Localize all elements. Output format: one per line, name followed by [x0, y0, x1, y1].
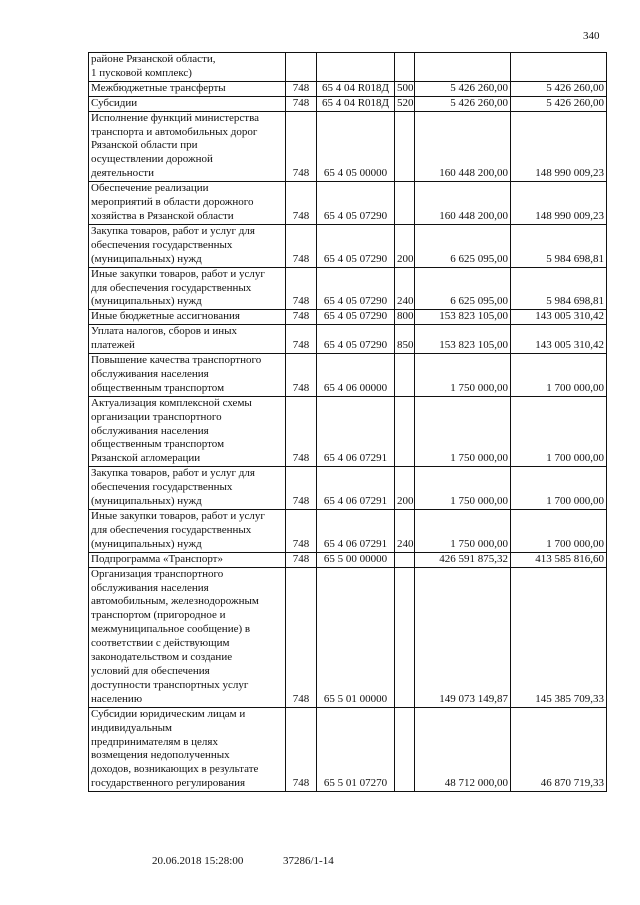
cell-amount-planned: 6 625 095,00	[415, 267, 511, 310]
cell-name: Иные бюджетные ассигнования	[89, 310, 286, 325]
cell-amount-planned: 153 823 105,00	[415, 310, 511, 325]
cell-amount-executed: 1 700 000,00	[511, 510, 607, 553]
cell-amount-executed: 413 585 816,60	[511, 552, 607, 567]
cell-target-article: 65 5 01 00000	[317, 567, 395, 707]
table-row	[89, 467, 607, 510]
cell-department: 748	[286, 111, 317, 182]
cell-target-article: 65 4 05 07290	[317, 325, 395, 354]
cell-amount-executed: 143 005 310,42	[511, 310, 607, 325]
cell-amount-executed: 143 005 310,42	[511, 325, 607, 354]
cell-department: 748	[286, 182, 317, 225]
table-row	[89, 224, 607, 267]
cell-department: 748	[286, 354, 317, 397]
cell-amount-planned: 149 073 149,87	[415, 567, 511, 707]
cell-amount-executed: 148 990 009,23	[511, 182, 607, 225]
cell-name: Межбюджетные трансферты	[89, 81, 286, 96]
cell-expense-type	[395, 396, 415, 467]
cell-amount-executed: 1 700 000,00	[511, 396, 607, 467]
table-row	[89, 396, 607, 467]
cell-name: Повышение качества транспортного обслуживания населения общественным транспортом	[89, 354, 286, 397]
table-row	[89, 510, 607, 553]
cell-expense-type: 800	[395, 310, 415, 325]
cell-name: Закупка товаров, работ и услуг для обеспечения государственных (муниципальных) нужд	[89, 224, 286, 267]
cell-department: 748	[286, 552, 317, 567]
cell-name: Организация транспортного обслуживания населения автомобильным, железнодорожным транспортом (пригородное и межмуниципальное сообщение) в соответствии с действующим законодательством и создание условий для обеспечения доступности транспортных услуг населению	[89, 567, 286, 707]
cell-expense-type: 200	[395, 467, 415, 510]
cell-name: районе Рязанской области, 1 пусковой комплекс)	[89, 53, 286, 82]
cell-name: Иные закупки товаров, работ и услуг для обеспечения государственных (муниципальных) нужд	[89, 510, 286, 553]
table-row	[89, 310, 607, 325]
cell-amount-planned: 1 750 000,00	[415, 510, 511, 553]
cell-department: 748	[286, 467, 317, 510]
cell-expense-type: 520	[395, 96, 415, 111]
cell-expense-type: 240	[395, 510, 415, 553]
cell-amount-executed: 145 385 709,33	[511, 567, 607, 707]
cell-expense-type	[395, 552, 415, 567]
cell-name: Закупка товаров, работ и услуг для обеспечения государственных (муниципальных) нужд	[89, 467, 286, 510]
cell-amount-planned: 48 712 000,00	[415, 707, 511, 791]
cell-expense-type: 850	[395, 325, 415, 354]
cell-target-article	[317, 53, 395, 82]
cell-target-article: 65 4 05 00000	[317, 111, 395, 182]
table-row	[89, 325, 607, 354]
cell-name: Исполнение функций министерства транспорта и автомобильных дорог Рязанской области при осуществлении дорожной деятельности	[89, 111, 286, 182]
table-row	[89, 567, 607, 707]
cell-expense-type: 500	[395, 81, 415, 96]
cell-target-article: 65 4 06 00000	[317, 354, 395, 397]
cell-target-article: 65 5 00 00000	[317, 552, 395, 567]
cell-amount-planned: 1 750 000,00	[415, 467, 511, 510]
cell-amount-planned: 5 426 260,00	[415, 81, 511, 96]
cell-department: 748	[286, 510, 317, 553]
cell-amount-executed: 148 990 009,23	[511, 111, 607, 182]
cell-department: 748	[286, 224, 317, 267]
cell-target-article: 65 4 04 R018Д	[317, 81, 395, 96]
cell-expense-type: 200	[395, 224, 415, 267]
cell-department: 748	[286, 396, 317, 467]
cell-amount-planned	[415, 53, 511, 82]
cell-target-article: 65 4 05 07290	[317, 267, 395, 310]
cell-target-article: 65 4 06 07291	[317, 467, 395, 510]
cell-name: Обеспечение реализации мероприятий в области дорожного хозяйства в Рязанской области	[89, 182, 286, 225]
cell-target-article: 65 4 06 07291	[317, 510, 395, 553]
footer-datetime: 20.06.2018 15:28:00	[152, 855, 244, 867]
cell-department	[286, 53, 317, 82]
footer-document-code: 37286/1-14	[283, 855, 334, 867]
cell-amount-executed: 1 700 000,00	[511, 467, 607, 510]
cell-target-article: 65 5 01 07270	[317, 707, 395, 791]
cell-amount-executed: 5 426 260,00	[511, 96, 607, 111]
cell-name: Актуализация комплексной схемы организации транспортного обслуживания населения общественным транспортом Рязанской агломерации	[89, 396, 286, 467]
table-row	[89, 111, 607, 182]
table-row	[89, 81, 607, 96]
cell-amount-planned: 153 823 105,00	[415, 325, 511, 354]
cell-department: 748	[286, 81, 317, 96]
cell-expense-type	[395, 111, 415, 182]
cell-department: 748	[286, 325, 317, 354]
cell-name: Иные закупки товаров, работ и услуг для обеспечения государственных (муниципальных) нужд	[89, 267, 286, 310]
cell-amount-planned: 426 591 875,32	[415, 552, 511, 567]
cell-target-article: 65 4 05 07290	[317, 224, 395, 267]
table-row	[89, 96, 607, 111]
cell-amount-executed: 1 700 000,00	[511, 354, 607, 397]
cell-expense-type	[395, 567, 415, 707]
cell-name: Субсидии	[89, 96, 286, 111]
cell-department: 748	[286, 567, 317, 707]
cell-expense-type	[395, 707, 415, 791]
page-number: 340	[583, 30, 600, 42]
cell-name: Субсидии юридическим лицам и индивидуальным предпринимателям в целях возмещения недополученных доходов, возникающих в результате государственного регулирования	[89, 707, 286, 791]
cell-amount-planned: 5 426 260,00	[415, 96, 511, 111]
cell-amount-executed: 5 984 698,81	[511, 224, 607, 267]
cell-target-article: 65 4 06 07291	[317, 396, 395, 467]
cell-department: 748	[286, 96, 317, 111]
budget-table-body	[89, 53, 607, 792]
cell-expense-type: 240	[395, 267, 415, 310]
cell-name: Подпрограмма «Транспорт»	[89, 552, 286, 567]
budget-table	[88, 52, 607, 792]
table-row	[89, 267, 607, 310]
table-row	[89, 707, 607, 791]
cell-amount-executed	[511, 53, 607, 82]
cell-amount-planned: 160 448 200,00	[415, 182, 511, 225]
cell-amount-planned: 1 750 000,00	[415, 354, 511, 397]
cell-expense-type	[395, 182, 415, 225]
cell-name: Уплата налогов, сборов и иных платежей	[89, 325, 286, 354]
table-row	[89, 552, 607, 567]
table-row	[89, 182, 607, 225]
cell-amount-planned: 1 750 000,00	[415, 396, 511, 467]
cell-department: 748	[286, 267, 317, 310]
cell-department: 748	[286, 310, 317, 325]
cell-target-article: 65 4 04 R018Д	[317, 96, 395, 111]
cell-amount-executed: 46 870 719,33	[511, 707, 607, 791]
cell-target-article: 65 4 05 07290	[317, 310, 395, 325]
cell-amount-planned: 160 448 200,00	[415, 111, 511, 182]
cell-department: 748	[286, 707, 317, 791]
cell-target-article: 65 4 05 07290	[317, 182, 395, 225]
cell-amount-executed: 5 426 260,00	[511, 81, 607, 96]
table-row	[89, 354, 607, 397]
cell-amount-executed: 5 984 698,81	[511, 267, 607, 310]
cell-expense-type	[395, 354, 415, 397]
cell-expense-type	[395, 53, 415, 82]
table-row	[89, 53, 607, 82]
cell-amount-planned: 6 625 095,00	[415, 224, 511, 267]
